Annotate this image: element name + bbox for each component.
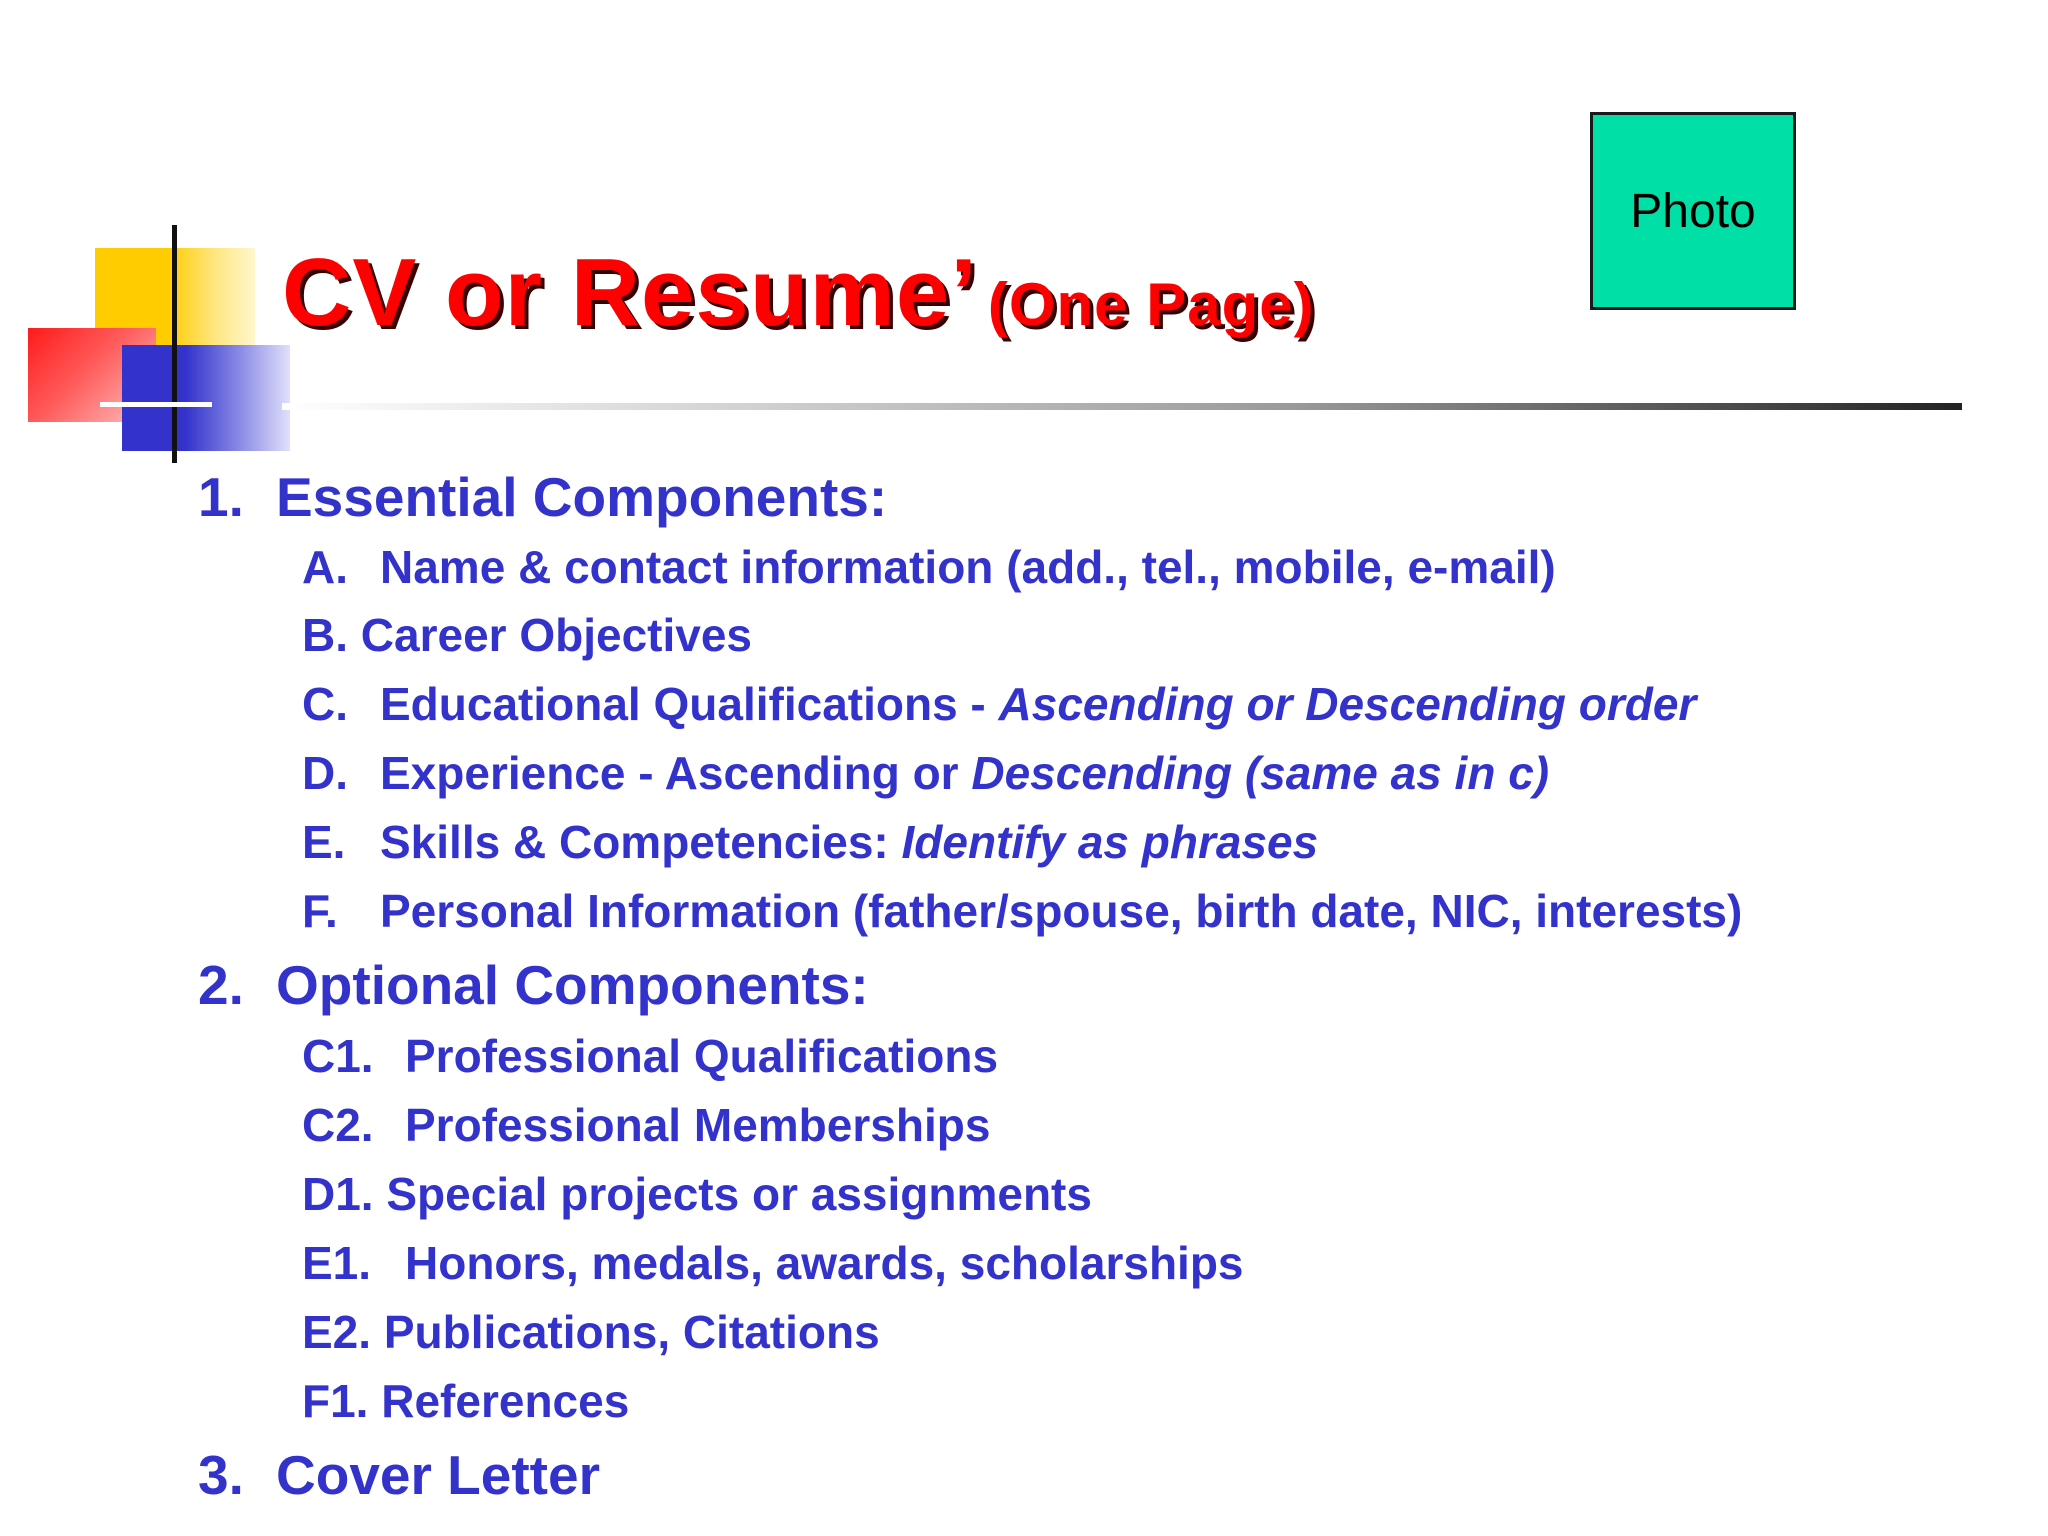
list-item-text: Professional Memberships: [405, 1099, 991, 1151]
list-item-text: Career Objectives: [360, 609, 753, 661]
outline-heading-cover-letter: [198, 1443, 600, 1507]
list-item: [302, 1305, 880, 1359]
list-item: [302, 884, 1742, 938]
list-item-text: References: [381, 1375, 630, 1427]
list-item-text: Personal Information (father/spouse, birth date, NIC, interests): [380, 885, 1743, 937]
list-item: [302, 1236, 1244, 1290]
photo-placeholder: [1590, 112, 1796, 310]
list-item: [302, 1098, 990, 1152]
list-marker: B.: [302, 609, 348, 661]
list-item: [302, 608, 752, 662]
list-item-text: Experience - Ascending or: [380, 747, 972, 799]
list-item: [302, 815, 1318, 869]
list-marker: 3.: [198, 1444, 244, 1506]
list-marker: F1.: [302, 1375, 369, 1427]
outline-heading-essential: [198, 465, 887, 529]
list-marker: F.: [302, 885, 338, 937]
list-item-text: Educational Qualifications -: [380, 678, 999, 730]
list-item: [302, 677, 1696, 731]
decor-blue-square: [122, 345, 290, 451]
list-item-text: Skills & Competencies:: [380, 816, 902, 868]
list-marker: C.: [302, 678, 348, 730]
list-item: [302, 1374, 629, 1428]
list-item: [302, 540, 1556, 594]
outline-heading-label: Essential Components:: [276, 466, 888, 528]
list-item: [302, 1167, 1092, 1221]
outline-heading-optional: [198, 953, 869, 1017]
decor-white-line: [100, 402, 212, 407]
list-marker: A.: [302, 541, 348, 593]
list-item: [302, 1029, 998, 1083]
list-item-emphasis: Descending (same as in c): [971, 747, 1550, 799]
slide-title-sub: (One Page): [987, 271, 1315, 338]
list-marker: E1.: [302, 1237, 372, 1289]
list-item-text: Honors, medals, awards, scholarships: [405, 1237, 1244, 1289]
list-item-text: Publications, Citations: [383, 1306, 880, 1358]
slide-title: [282, 238, 1315, 348]
list-marker: E2.: [302, 1306, 372, 1358]
list-marker: C2.: [302, 1099, 374, 1151]
list-marker: 2.: [198, 954, 244, 1016]
title-underline: [282, 403, 1962, 410]
list-marker: D1.: [302, 1168, 374, 1220]
list-item-text: Name & contact information (add., tel., mobile, e-mail): [380, 541, 1556, 593]
list-item: [302, 746, 1549, 800]
list-marker: C1.: [302, 1030, 374, 1082]
photo-label: Photo: [1630, 184, 1756, 238]
list-item-emphasis: Identify as phrases: [901, 816, 1319, 868]
list-item-text: Special projects or assignments: [386, 1168, 1092, 1220]
list-marker: E.: [302, 816, 346, 868]
outline-heading-label: Cover Letter: [276, 1444, 600, 1506]
decor-vertical-line: [172, 225, 177, 463]
list-marker: 1.: [198, 466, 244, 528]
list-item-emphasis: Ascending or Descending order: [998, 678, 1697, 730]
slide-title-main: CV or Resume’: [282, 239, 978, 346]
list-item-text: Professional Qualifications: [405, 1030, 999, 1082]
outline-heading-label: Optional Components:: [276, 954, 869, 1016]
list-marker: D.: [302, 747, 348, 799]
